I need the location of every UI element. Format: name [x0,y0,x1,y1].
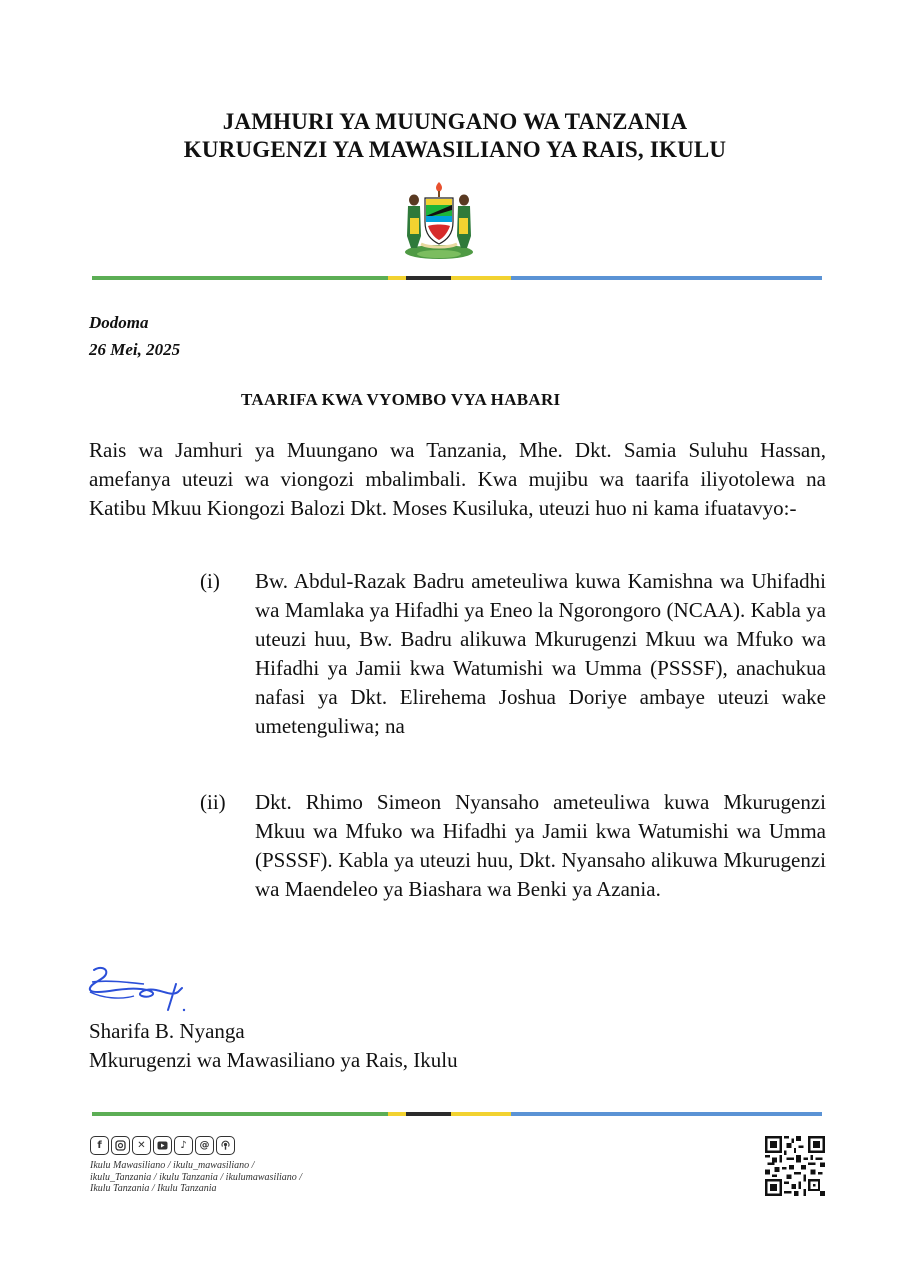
instagram-icon[interactable] [111,1136,130,1155]
qr-code-icon[interactable] [765,1136,825,1196]
footer-divider [92,1112,822,1116]
document-title: TAARIFA KWA VYOMBO VYA HABARI [241,390,561,409]
facebook-icon[interactable]: f [90,1136,109,1155]
list-item-number: (ii) [200,790,226,814]
youtube-icon[interactable] [153,1136,172,1155]
list-item-text: Dkt. Rhimo Simeon Nyansaho ameteuliwa kuwa Mkurugenzi Mkuu wa Mfuko wa Hifadhi ya Jamii kwa Watumishi wa Umma (PSSSF). Kabla ya uteuzi huu, Dkt. Nyansaho alikuwa Mkurugenzi wa Maendeleo ya Biashara wa Benki ya Azania. [255,790,826,901]
social-handles: Ikulu Mawasiliano / ikulu_mawasiliano / ikulu_Tanzania / ikulu Tanzania / ikulumawasiliano / Ikulu Tanzania / Ikulu Tanzania [90,1160,303,1194]
signer-title: Mkurugenzi wa Mawasiliano ya Rais, Ikulu [89,1048,458,1072]
list-item-number: (i) [200,569,220,593]
dateline-date: 26 Mei, 2025 [89,340,181,359]
dateline-place: Dodoma [89,313,149,332]
coat-of-arms-icon [397,178,481,262]
threads-icon[interactable]: @ [195,1136,214,1155]
directorate-heading: KURUGENZI YA MAWASILIANO YA RAIS, IKULU [183,137,727,162]
podcast-icon[interactable] [216,1136,235,1155]
tiktok-icon[interactable]: ♪ [174,1136,193,1155]
header-divider [92,276,822,280]
x-icon[interactable]: ✕ [132,1136,151,1155]
intro-paragraph: Rais wa Jamhuri ya Muungano wa Tanzania, Mhe. Dkt. Samia Suluhu Hassan, amefanya uteuzi wa viongozi mbalimbali. Kwa mujibu wa taarifa iliyotolewa na Katibu Mkuu Kiongozi Balozi Dkt. Moses Kusiluka, uteuzi huo ni kama ifuatavyo:- [89,438,826,520]
social-icons [90,1136,235,1155]
signer-name: Sharifa B. Nyanga [89,1019,245,1043]
handwritten-signature [86,962,196,1014]
list-item-text: Bw. Abdul-Razak Badru ameteuliwa kuwa Kamishna wa Uhifadhi wa Mamlaka ya Hifadhi ya Eneo la Ngorongoro (NCAA). Kabla ya uteuzi huu, Bw. Badru alikuwa Mkurugenzi Mkuu wa Mfuko wa Hifadhi ya Jamii kwa Watumishi wa Umma (PSSSF), anachukua nafasi ya Dkt. Elirehema Joshua Doriye ambaye uteuzi wake umetenguliwa; na [255,569,826,738]
country-heading: JAMHURI YA MUUNGANO WA TANZANIA [222,109,688,134]
